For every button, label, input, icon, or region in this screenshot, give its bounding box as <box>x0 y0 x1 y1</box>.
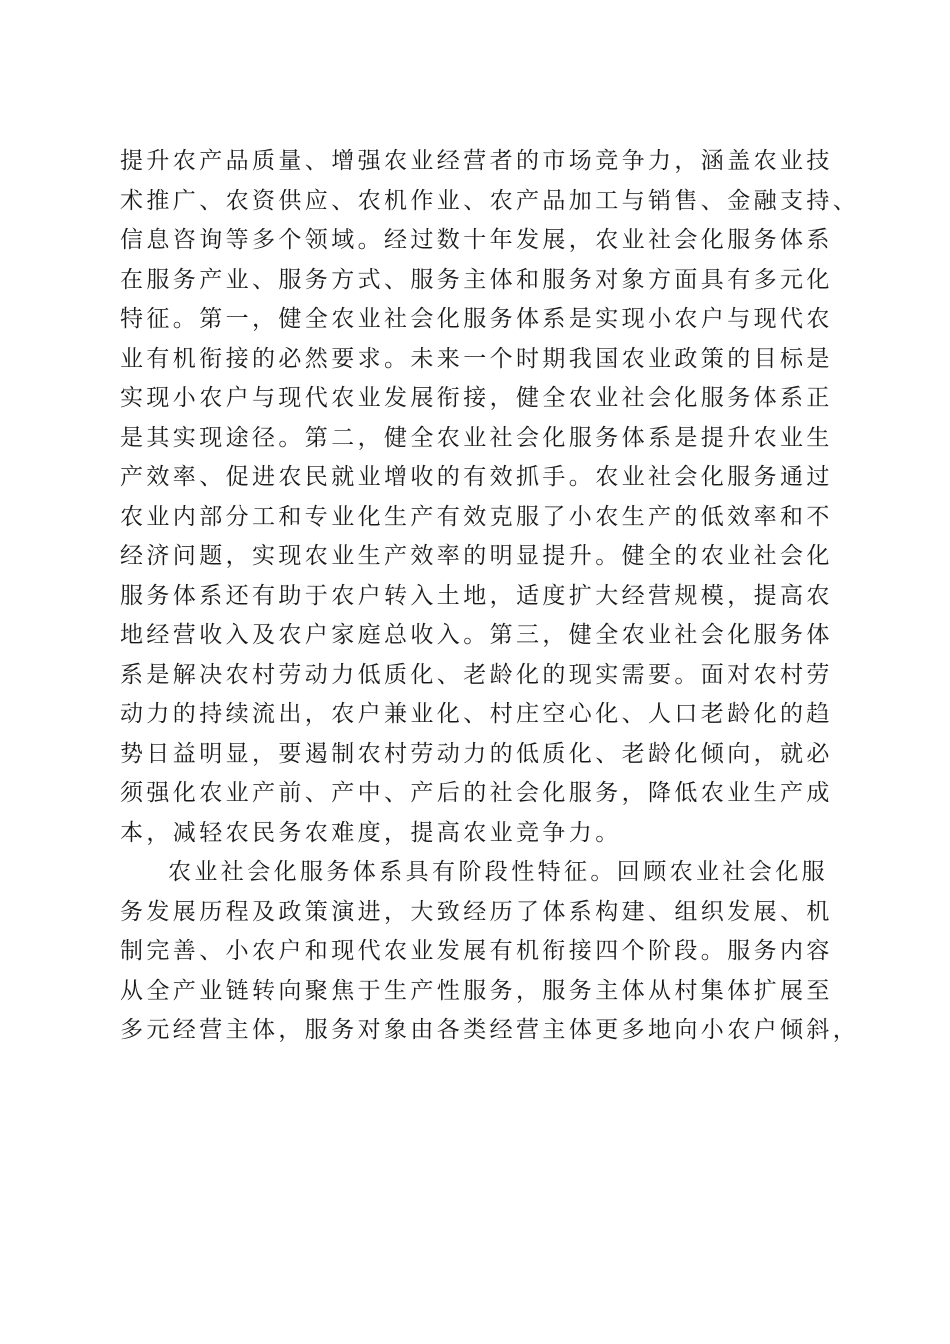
text-line: 经济问题，实现农业生产效率的明显提升。健全的农业社会化 <box>120 543 833 569</box>
text-line: 务发展历程及政策演进，大致经历了体系构建、组织发展、机 <box>120 898 833 925</box>
text-line: 提升农产品质量、增强农业经营者的市场竞争力，涵盖农业技 <box>120 148 833 174</box>
text-line: 信息咨询等多个领域。经过数十年发展，农业社会化服务体系 <box>120 227 833 253</box>
text-line: 产效率、促进农民就业增收的有效抓手。农业社会化服务通过 <box>120 464 833 490</box>
text-line: 术推广、农资供应、农机作业、农产品加工与销售、金融支持、 <box>120 187 860 214</box>
text-line: 地经营收入及农户家庭总收入。第三，健全农业社会化服务体 <box>120 622 833 648</box>
text-line: 从全产业链转向聚焦于生产性服务，服务主体从村集体扩展至 <box>120 977 833 1004</box>
text-line: 业有机衔接的必然要求。未来一个时期我国农业政策的目标是 <box>120 345 833 372</box>
text-line: 制完善、小农户和现代农业发展有机衔接四个阶段。服务内容 <box>120 938 833 964</box>
text-line: 势日益明显，要遏制农村劳动力的低质化、老龄化倾向，就必 <box>120 740 833 767</box>
text-line: 系是解决农村劳动力低质化、老龄化的现实需要。面对农村劳 <box>120 661 833 688</box>
text-line: 实现小农户与现代农业发展衔接，健全农业社会化服务体系正 <box>120 385 833 411</box>
text-line: 农业内部分工和专业化生产有效克服了小农生产的低效率和不 <box>120 503 833 530</box>
text-line: 服务体系还有助于农户转入土地，适度扩大经营规模，提高农 <box>120 582 833 609</box>
text-line: 本，减轻农民务农难度，提高农业竞争力。 <box>120 819 622 846</box>
body-text <box>120 142 860 1051</box>
text-line: 是其实现途径。第二，健全农业社会化服务体系是提升农业生 <box>120 424 833 451</box>
text-line: 动力的持续流出，农户兼业化、村庄空心化、人口老龄化的趋 <box>120 701 833 727</box>
text-line: 多元经营主体，服务对象由各类经营主体更多地向小农户倾斜， <box>120 1017 860 1043</box>
paragraph-start-line: 农业社会化服务体系具有阶段性特征。回顾农业社会化服 <box>168 859 828 885</box>
text-line: 须强化农业产前、产中、产后的社会化服务，降低农业生产成 <box>120 780 833 806</box>
text-line: 在服务产业、服务方式、服务主体和服务对象方面具有多元化 <box>120 266 833 293</box>
text-line: 特征。第一，健全农业社会化服务体系是实现小农户与现代农 <box>120 306 833 332</box>
